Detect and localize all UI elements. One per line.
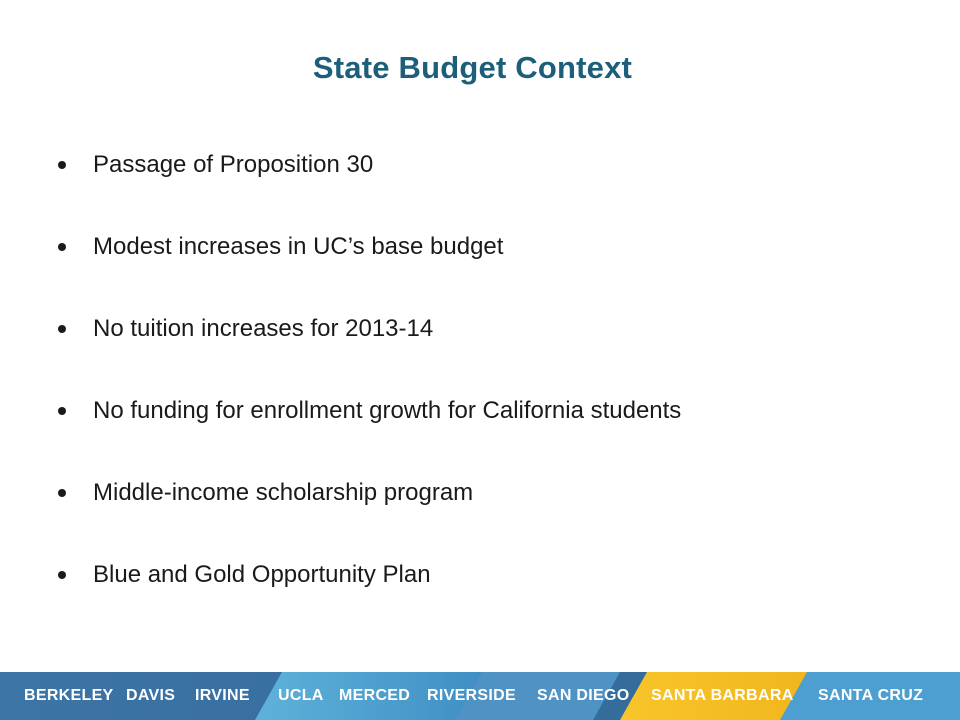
bullet-item-3 — [58, 309, 681, 349]
campus-santa-cruz: SANTA CRUZ — [818, 687, 924, 704]
bullet-item-1 — [58, 145, 681, 185]
campus-berkeley: BERKELEY — [24, 687, 114, 704]
bullet-dot-icon — [58, 571, 66, 579]
campus-ucla: UCLA — [278, 687, 324, 704]
bullet-text-3: No tuition increases for 2013-14 — [93, 315, 434, 342]
campus-riverside: RIVERSIDE — [427, 687, 516, 704]
bullet-text-6: Blue and Gold Opportunity Plan — [93, 561, 431, 588]
campus-santa-barbara: SANTA BARBARA — [651, 687, 794, 704]
bullet-item-2 — [58, 227, 681, 267]
campus-merced: MERCED — [339, 687, 411, 704]
bullet-item-5 — [58, 473, 681, 513]
bullet-item-6 — [58, 555, 681, 595]
campus-footer-bar — [0, 672, 960, 720]
bullet-dot-icon — [58, 407, 66, 415]
bullet-dot-icon — [58, 489, 66, 497]
bullet-dot-icon — [58, 161, 66, 169]
campus-irvine: IRVINE — [195, 687, 250, 704]
campus-san-diego: SAN DIEGO — [537, 687, 630, 704]
campus-davis: DAVIS — [126, 687, 176, 704]
bullet-dot-icon — [58, 325, 66, 333]
bullet-dot-icon — [58, 243, 66, 251]
bullet-text-1: Passage of Proposition 30 — [93, 151, 374, 178]
bullet-item-4 — [58, 391, 681, 431]
bullet-text-5: Middle-income scholarship program — [93, 479, 474, 506]
bullet-list — [58, 145, 681, 637]
bullet-text-2: Modest increases in UC’s base budget — [93, 233, 504, 260]
bullet-text-4: No funding for enrollment growth for California students — [93, 397, 682, 424]
slide-title: State Budget Context — [312, 50, 633, 85]
